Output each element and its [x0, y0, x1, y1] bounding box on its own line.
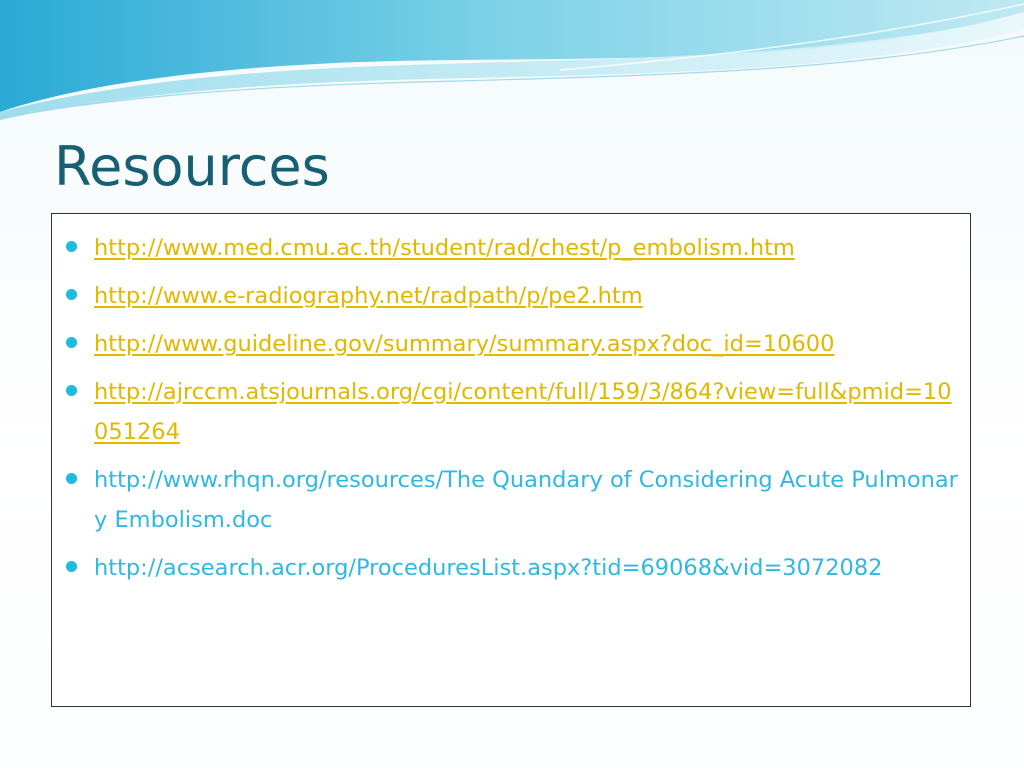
bullet-icon [66, 385, 77, 396]
resource-item [64, 460, 960, 540]
resource-link[interactable]: http://www.med.cmu.ac.th/student/rad/chest/p_embolism.htm [94, 235, 795, 261]
resources-list [52, 214, 970, 588]
bullet-icon [66, 473, 77, 484]
bullet-icon [66, 289, 77, 300]
resource-text: http://www.rhqn.org/resources/The Quandary of Considering Acute Pulmonary Embolism.doc [94, 467, 958, 533]
resource-item [64, 228, 960, 268]
header-wave-decoration [0, 0, 1024, 130]
resource-link[interactable]: http://www.guideline.gov/summary/summary.aspx?doc_id=10600 [94, 331, 835, 357]
resource-item [64, 324, 960, 364]
bullet-icon [66, 241, 77, 252]
resource-text: http://acsearch.acr.org/ProceduresList.aspx?tid=69068&vid=3072082 [94, 555, 883, 581]
resources-box [51, 213, 971, 707]
bullet-icon [66, 561, 77, 572]
resource-item [64, 276, 960, 316]
resource-item [64, 372, 960, 452]
resource-item [64, 548, 960, 588]
resource-link[interactable]: http://ajrccm.atsjournals.org/cgi/content/full/159/3/864?view=full&pmid=10051264 [94, 379, 952, 445]
bullet-icon [66, 337, 77, 348]
resource-link[interactable]: http://www.e-radiography.net/radpath/p/pe2.htm [94, 283, 643, 309]
slide-title: Resources [54, 135, 330, 198]
